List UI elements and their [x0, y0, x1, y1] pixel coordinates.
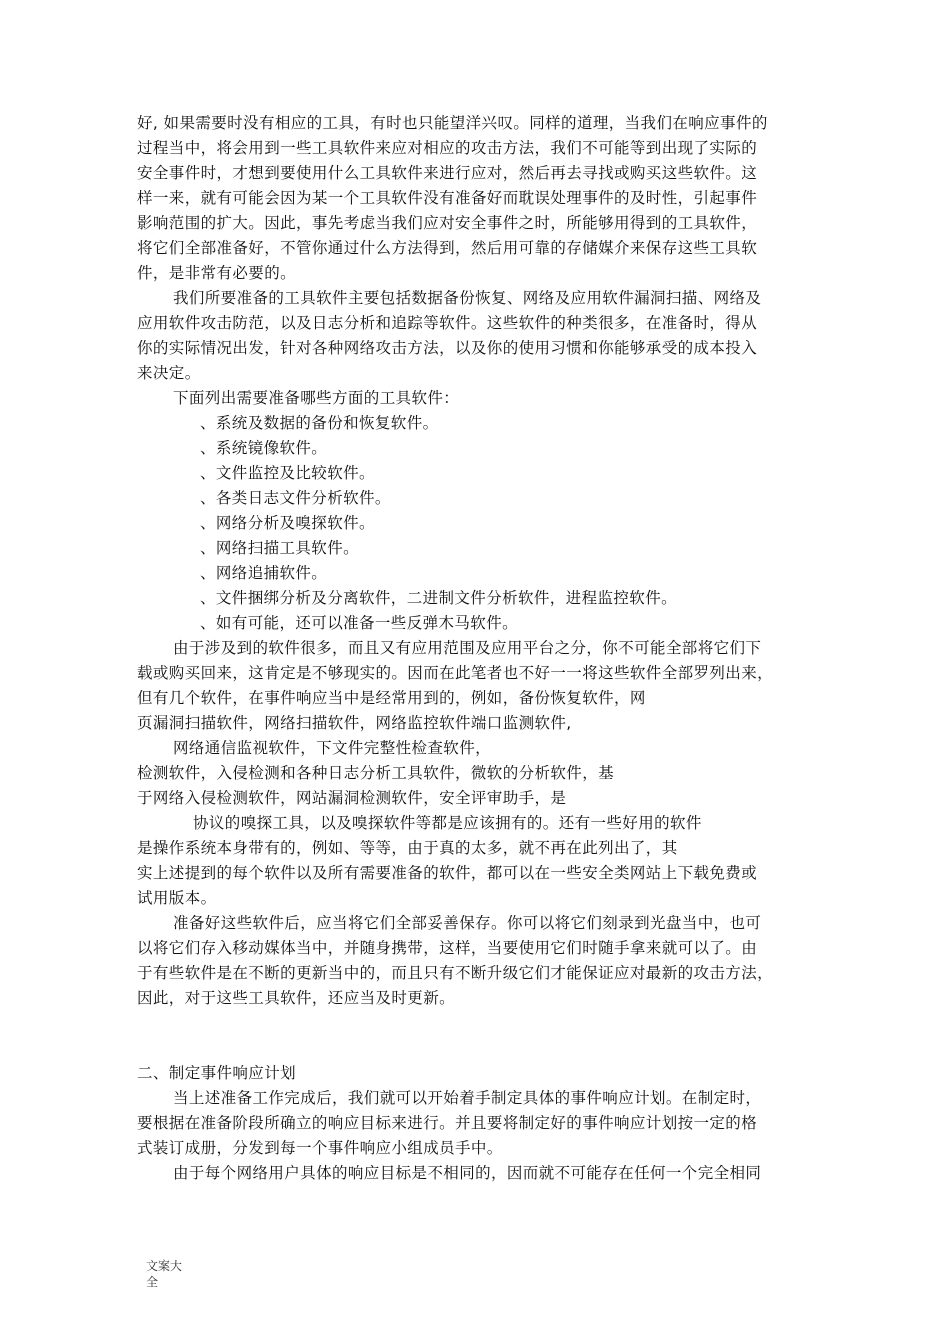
text-line: 式装订成册，分发到每一个事件响应小组成员手中。: [137, 1139, 503, 1157]
list-item: 、网络分析及嗅探软件。: [200, 514, 375, 532]
list-item: 、如有可能，还可以准备一些反弹木马软件。: [200, 614, 519, 632]
text-line: 检测软件，入侵检测和各种日志分析工具软件，微软的分析软件，基: [137, 764, 615, 782]
list-item: 、各类日志文件分析软件。: [200, 489, 391, 507]
text-line: 样一来，就有可能会因为某一个工具软件没有准备好而耽误处理事件的及时性，引起事件: [137, 189, 758, 207]
text-line: 要根据在准备阶段所确立的响应目标来进行。并且要将制定好的事件响应计划按一定的格: [137, 1114, 758, 1132]
list-item: 、系统镜像软件。: [200, 439, 328, 457]
text-line: 由于每个网络用户具体的响应目标是不相同的，因而就不可能存在任何一个完全相同: [173, 1164, 762, 1182]
list-item: 、系统及数据的备份和恢复软件。: [200, 414, 439, 432]
text-line: 载或购买回来，这肯定是不够现实的。因而在此笔者也不好一一将这些软件全部罗列出来，: [137, 664, 774, 682]
section-heading: 二、制定事件响应计划: [137, 1064, 297, 1082]
text-line: 来决定。: [137, 364, 201, 382]
list-item: 、网络扫描工具软件。: [200, 539, 360, 557]
list-item: 、文件监控及比较软件。: [200, 464, 375, 482]
text-line: 当上述准备工作完成后，我们就可以开始着手制定具体的事件响应计划。在制定时，: [173, 1089, 762, 1107]
text-line: 你的实际情况出发，针对各种网络攻击方法，以及你的使用习惯和你能够承受的成本投入: [137, 339, 758, 357]
text-line: 协议的嗅探工具，以及嗅探软件等都是应该拥有的。还有一些好用的软件: [193, 814, 702, 832]
list-item: 、网络追捕软件。: [200, 564, 328, 582]
text-line: 将它们全部准备好，不管你通过什么方法得到，然后用可靠的存储媒介来保存这些工具软: [137, 239, 758, 257]
text-line: 我们所要准备的工具软件主要包括数据备份恢复、网络及应用软件漏洞扫描、网络及: [173, 289, 762, 307]
text-line: 过程当中，将会用到一些工具软件来应对相应的攻击方法，我们不可能等到出现了实际的: [137, 139, 758, 157]
text-line: 页漏洞扫描软件，网络扫描软件，网络监控软件端口监测软件,: [137, 714, 572, 732]
footer-text: 全: [146, 1275, 159, 1289]
text-line: 因此，对于这些工具软件，还应当及时更新。: [137, 989, 456, 1007]
footer-text: 文案大: [146, 1259, 183, 1273]
text-line: 安全事件时，才想到要使用什么工具软件来进行应对，然后再去寻找或购买这些软件。这: [137, 164, 758, 182]
page-footer: [146, 1258, 190, 1290]
text-line: 但有几个软件，在事件响应当中是经常用到的，例如，备份恢复软件，网: [137, 689, 646, 707]
text-line: 应用软件攻击防范，以及日志分析和追踪等软件。这些软件的种类很多，在准备时，得从: [137, 314, 758, 332]
text-line: 于有些软件是在不断的更新当中的，而且只有不断升级它们才能保证应对最新的攻击方法，: [137, 964, 774, 982]
list-item: 、文件捆绑分析及分离软件，二进制文件分析软件，进程监控软件。: [200, 589, 678, 607]
text-line: 网络通信监视软件，下文件完整性检查软件，: [173, 739, 492, 757]
text-line: 是操作系统本身带有的，例如、等等，由于真的太多，就不再在此列出了，其: [137, 839, 678, 857]
text-line: 试用版本。: [137, 889, 217, 907]
text-line: 件，是非常有必要的。: [137, 264, 297, 282]
text-line: 由于涉及到的软件很多，而且又有应用范围及应用平台之分，你不可能全部将它们下: [173, 639, 762, 657]
text-line: 准备好这些软件后，应当将它们全部妥善保存。你可以将它们刻录到光盘当中，也可: [173, 914, 762, 932]
text-line: 好, 如果需要时没有相应的工具，有时也只能望洋兴叹。同样的道理，当我们在响应事件的: [137, 114, 768, 132]
text-line: 实上述提到的每个软件以及所有需要准备的软件，都可以在一些安全类网站上下载免费或: [137, 864, 758, 882]
text-line: 于网络入侵检测软件，网站漏洞检测软件，安全评审助手，是: [137, 789, 567, 807]
text-line: 影响范围的扩大。因此，事先考虑当我们应对安全事件之时，所能够用得到的工具软件，: [137, 214, 758, 232]
text-line: 下面列出需要准备哪些方面的工具软件：: [173, 389, 460, 407]
text-line: 以将它们存入移动媒体当中，并随身携带，这样，当要使用它们时随手拿来就可以了。由: [137, 939, 758, 957]
